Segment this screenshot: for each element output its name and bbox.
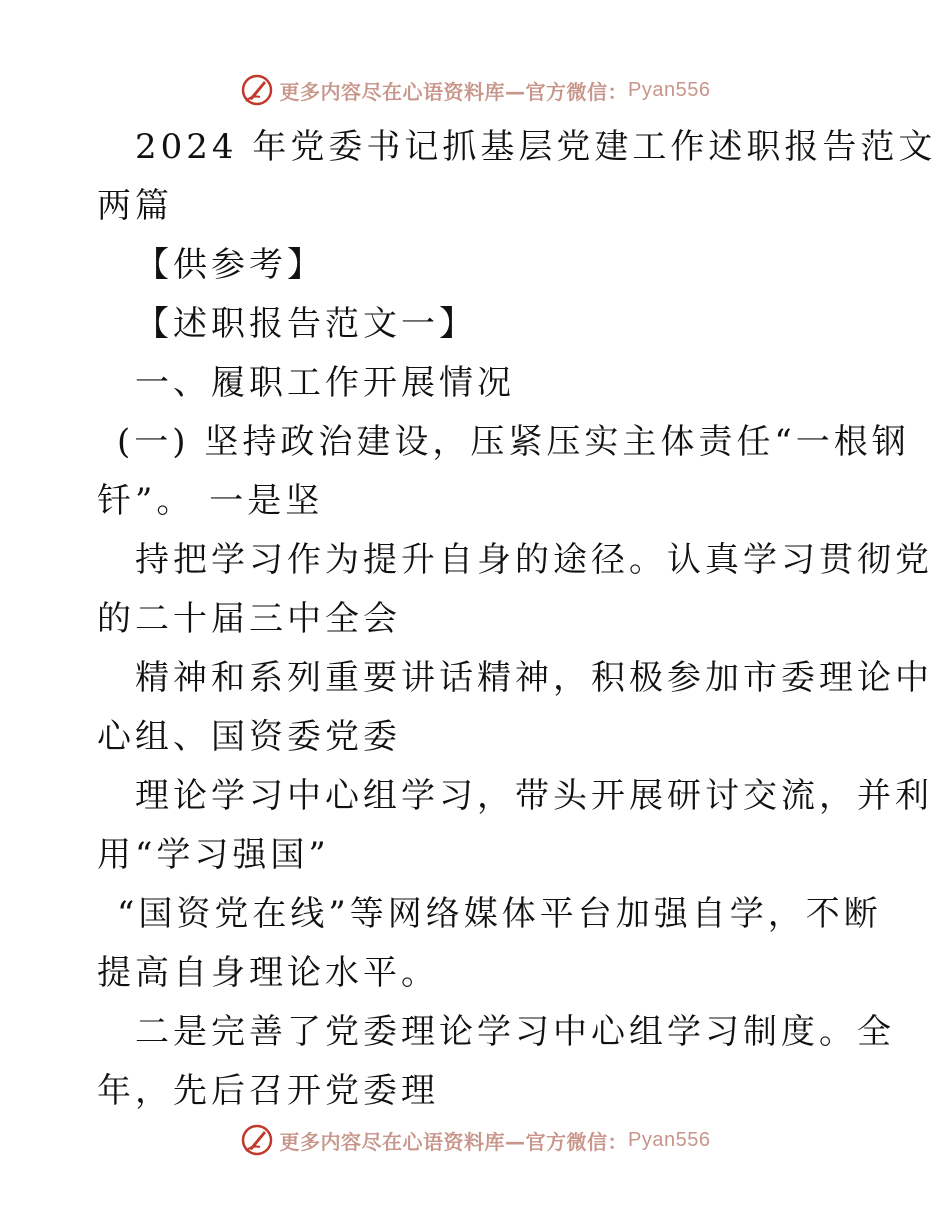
- doc-title-line-1: 2024 年党委书记抓基层党建工作述职报告范文: [135, 127, 937, 167]
- doc-paragraph-line: 心组、国资委党委: [97, 717, 401, 757]
- doc-title-line-2: 两篇: [97, 186, 173, 226]
- doc-paragraph-line: 提高自身理论水平。: [97, 953, 439, 993]
- doc-heading-1: 一、履职工作开展情况: [135, 363, 515, 403]
- document-body: [97, 118, 937, 1121]
- quill-logo-icon: [240, 1123, 274, 1157]
- doc-paragraph-line: 用“学习强国”: [97, 835, 330, 875]
- watermark-wechat-id: Pyan556: [628, 78, 711, 101]
- header-watermark: [0, 70, 950, 110]
- doc-paragraph-line: “国资党在线”等网络媒体平台加强自学，不断: [117, 894, 882, 934]
- doc-paragraph-line: 二是完善了党委理论学习中心组学习制度。全: [135, 1012, 895, 1052]
- doc-paragraph-line: 精神和系列重要讲话精神，积极参加市委理论中: [135, 658, 933, 698]
- doc-paragraph-line: 理论学习中心组学习，带头开展研讨交流，并利: [135, 776, 933, 816]
- doc-paragraph-line: 年，先后召开党委理: [97, 1071, 439, 1111]
- watermark-text: 更多内容尽在心语资料库—官方微信：: [279, 1129, 629, 1154]
- doc-section-heading: 【述职报告范文一】: [135, 304, 477, 344]
- watermark-wechat-id: Pyan556: [628, 1128, 711, 1151]
- doc-paragraph-line: 钎”。 一是坚: [97, 481, 324, 521]
- footer-watermark: [0, 1120, 950, 1160]
- doc-paragraph-line: 的二十届三中全会: [97, 599, 401, 639]
- watermark-text: 更多内容尽在心语资料库—官方微信：: [279, 79, 629, 104]
- doc-paragraph-line: (一) 坚持政治建设，压紧压实主体责任“一根钢: [117, 422, 910, 462]
- quill-logo-icon: [240, 73, 274, 107]
- doc-paragraph-line: 持把学习作为提升自身的途径。认真学习贯彻党: [135, 540, 933, 580]
- doc-note: 【供参考】: [135, 245, 325, 285]
